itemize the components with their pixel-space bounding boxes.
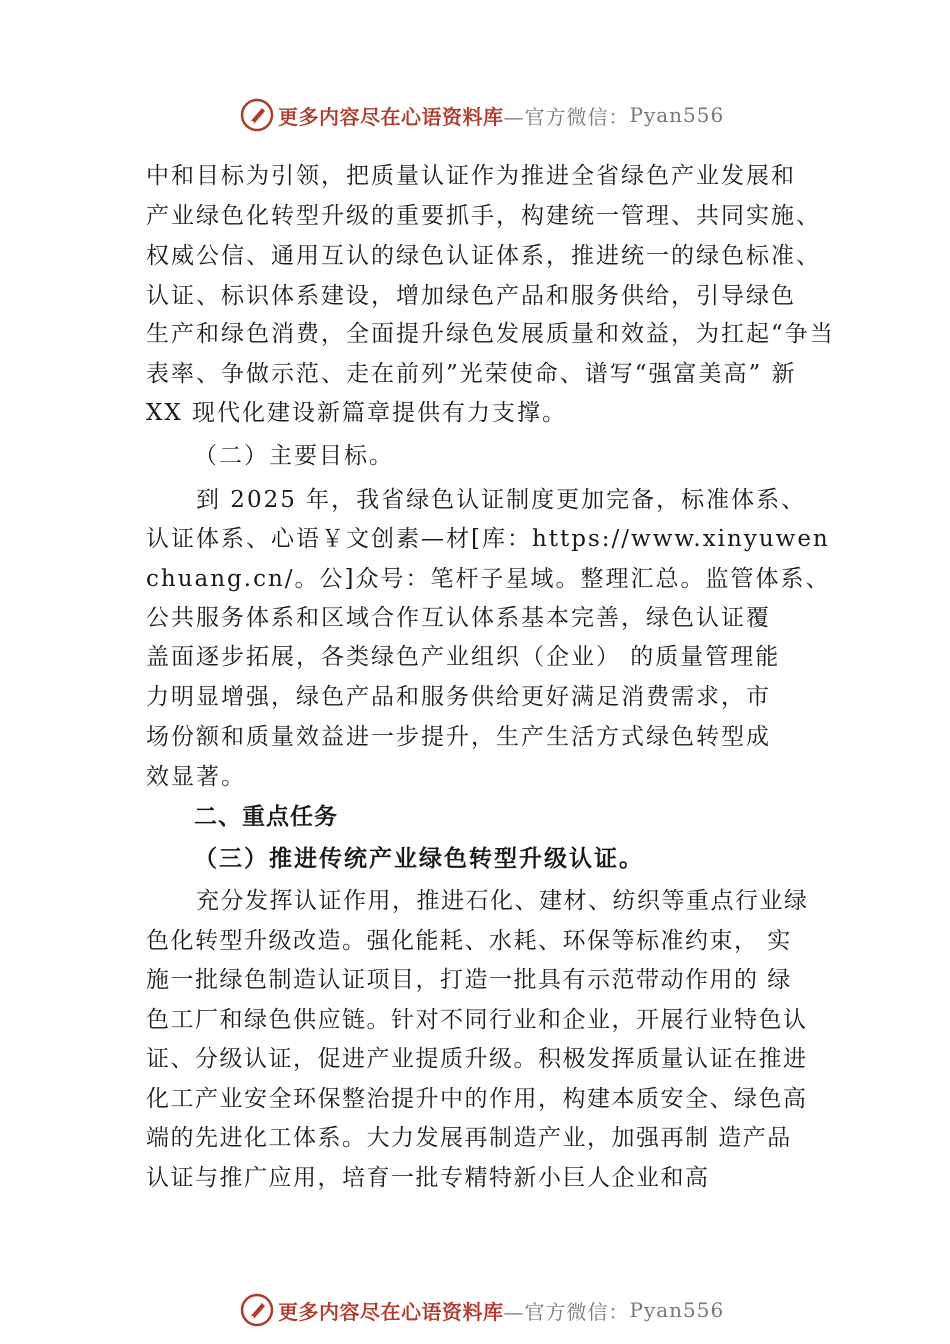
paragraph3-line: 充分发挥认证作用，推进石化、建材、纺织等重点行业绿 <box>196 888 809 914</box>
paragraph3-line: 色工厂和绿色供应链。针对不同行业和企业，开展行业特色认 <box>146 1007 808 1033</box>
footer-banner <box>0 1290 950 1330</box>
paragraph2-line: chuang.cn/。公]众号：笔杆子星域。整理汇总。监管体系、 <box>146 566 831 592</box>
paragraph2-line: 到 2025 年，我省绿色认证制度更加完备，标准体系、 <box>196 487 807 513</box>
subheading-traditional-industry: （三）推进传统产业绿色转型升级认证。 <box>194 845 644 872</box>
paragraph2-line: 效显著。 <box>146 764 246 790</box>
banner-library-text: 更多内容尽在心语资料库 <box>278 104 504 129</box>
paragraph2-line: 力明显增强，绿色产品和服务供给更好满足消费需求，市 <box>146 684 771 710</box>
paragraph1-line: 权威公信、通用互认的绿色认证体系，推进统一的绿色标准、 <box>146 243 821 269</box>
paragraph1-line: 生产和绿色消费，全面提升绿色发展质量和效益，为扛起“争当 <box>146 321 835 347</box>
paragraph1-line: 认证、标识体系建设，增加绿色产品和服务供给，引导绿色 <box>146 283 796 309</box>
banner-library-text: 更多内容尽在心语资料库 <box>278 1299 504 1324</box>
paragraph1-line: XX 现代化建设新篇章提供有力支撑。 <box>146 400 568 426</box>
paragraph3-line: 色化转型升级改造。强化能耗、水耗、环保等标准约束， 实 <box>146 928 792 954</box>
paragraph2-line: 盖面逐步拓展，各类绿色产业组织（企业） 的质量管理能 <box>146 644 781 670</box>
header-banner <box>0 95 950 135</box>
paragraph3-line: 化工产业安全环保整治提升中的作用，构建本质安全、绿色高 <box>146 1086 808 1112</box>
banner-wechat-account: Pyan556 <box>629 1298 725 1322</box>
paragraph2-line: 公共服务体系和区域合作互认体系基本完善，绿色认证覆 <box>146 605 771 631</box>
paragraph1-line: 中和目标为引领，把质量认证作为推进全省绿色产业发展和 <box>146 163 796 189</box>
paragraph3-line: 施一批绿色制造认证项目，打造一批具有示范带动作用的 绿 <box>146 967 792 993</box>
section-heading-key-tasks: 二、重点任务 <box>194 804 338 830</box>
banner-wechat-account: Pyan556 <box>629 103 725 127</box>
paragraph1-line: 表率、争做示范、走在前列”光荣使命、谱写“强富美高” 新 <box>146 361 797 387</box>
banner-wechat-label: —官方微信： <box>503 104 630 129</box>
paragraph2-line: 场份额和质量效益进一步提升，生产生活方式绿色转型成 <box>146 724 771 750</box>
pen-nib-seal-icon <box>240 1293 274 1327</box>
banner-wechat-label: —官方微信： <box>503 1299 630 1324</box>
paragraph3-line: 认证与推广应用，培育一批专精特新小巨人企业和高 <box>146 1165 710 1191</box>
paragraph2-line: 认证体系、心语￥文创素—材[库：https://www.xinyuwen <box>146 526 830 552</box>
paragraph3-line: 证、分级认证，促进产业提质升级。积极发挥质量认证在推进 <box>146 1046 808 1072</box>
subheading-main-goals: （二）主要目标。 <box>194 443 394 469</box>
pen-nib-seal-icon <box>240 98 274 132</box>
paragraph1-line: 产业绿色化转型升级的重要抓手，构建统一管理、共同实施、 <box>146 203 821 229</box>
paragraph3-line: 端的先进化工体系。大力发展再制造产业，加强再制 造产品 <box>146 1125 792 1151</box>
